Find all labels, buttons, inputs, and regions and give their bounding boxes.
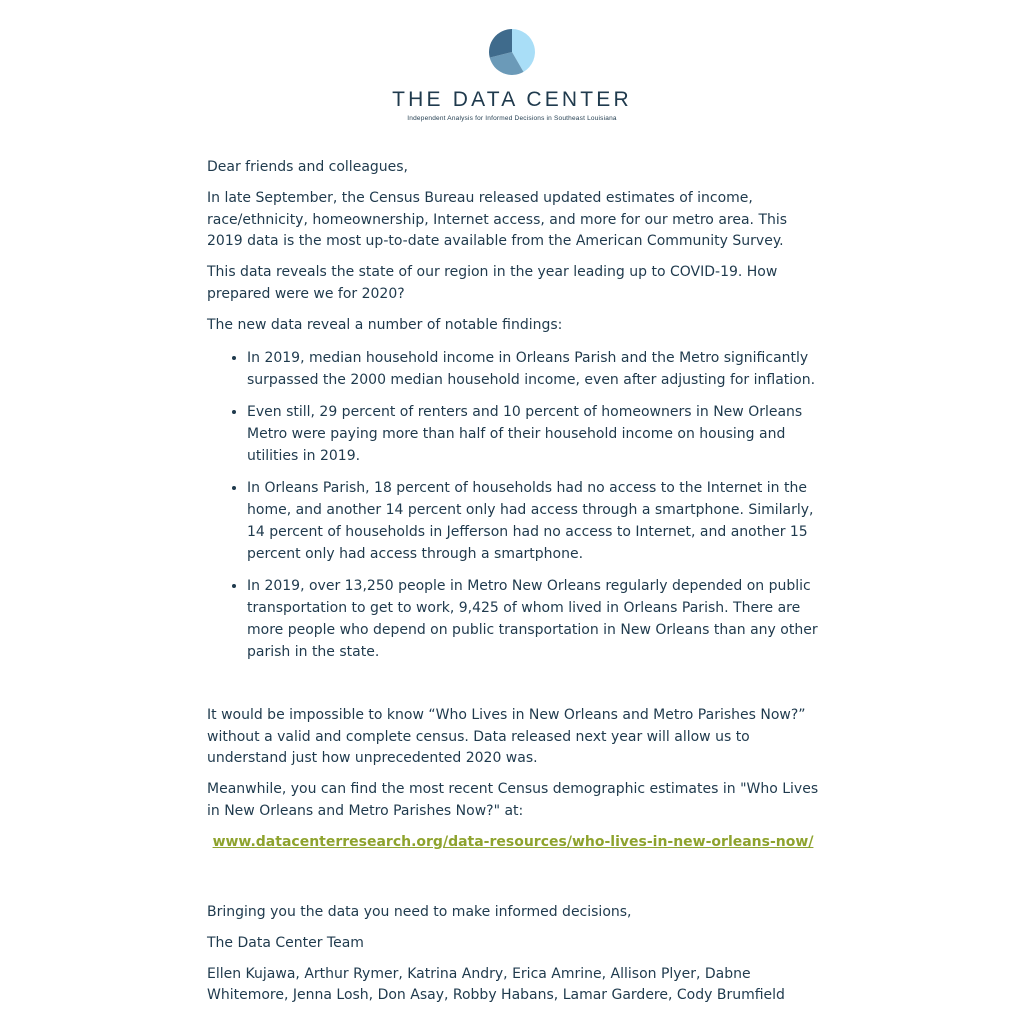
finding-item: • In Orleans Parish, 18 percent of households had no access to the Internet in the home, and another 14 percent only had access through a smartphone. Similarly, 14 percent of households in Jefferson had no access to Internet, and another 15 percent only had access through a smartphone. — [247, 477, 819, 565]
meanwhile-paragraph: Meanwhile, you can find the most recent Census demographic estimates in "Who Lives in New Orleans and Metro Parishes Now?" at: — [207, 781, 819, 819]
org-logo — [0, 28, 1024, 122]
section-spacer — [207, 863, 819, 902]
signature-line: The Data Center Team — [207, 934, 364, 951]
section-spacer — [207, 673, 819, 705]
census-note-paragraph: It would be impossible to know “Who Lives in New Orleans and Metro Parishes Now?” without a valid and complete census. Data released next year will allow us to understand just how unprecedented 2020 was. — [207, 707, 806, 766]
intro-paragraph: In late September, the Census Bureau released updated estimates of income, race/ethnicity, homeownership, Internet access, and more for our metro area. This 2019 data is the most up-to-date available from the American Community Survey. — [207, 190, 788, 249]
context-paragraph: This data reveals the state of our region in the year leading up to COVID-19. How prepared were we for 2020? — [207, 264, 778, 302]
findings-intro: The new data reveal a number of notable findings: — [207, 316, 563, 333]
pie-chart-logo-icon — [488, 28, 536, 76]
closing-line: Bringing you the data you need to make informed decisions, — [207, 903, 632, 920]
letter-body — [207, 157, 819, 1016]
org-tagline: Independent Analysis for Informed Decisions in Southeast Louisiana — [407, 115, 617, 122]
staff-list: Ellen Kujawa, Arthur Rymer, Katrina Andry, Erica Amrine, Allison Plyer, Dabne Whitemore, Jenna Losh, Don Asay, Robby Habans, Lamar Gardere, Cody Brumfield — [207, 965, 785, 1003]
finding-item: • Even still, 29 percent of renters and 10 percent of homeowners in New Orleans Metro were paying more than half of their household income on housing and utilities in 2019. — [247, 401, 819, 467]
findings-list — [207, 347, 819, 663]
greeting: Dear friends and colleagues, — [207, 159, 409, 175]
finding-item: • In 2019, median household income in Orleans Parish and the Metro significantly surpassed the 2000 median household income, even after adjusting for inflation. — [247, 347, 819, 391]
resource-link-block — [207, 832, 819, 854]
org-name: THE DATA CENTER — [392, 88, 632, 111]
finding-item: • In 2019, over 13,250 people in Metro New Orleans regularly depended on public transportation to get to work, 9,425 of whom lived in Orleans Parish. There are more people who depend on public transportation in New Orleans than any other parish in the state. — [247, 575, 819, 663]
resource-link[interactable]: www.datacenterresearch.org/data-resources/who-lives-in-new-orleans-now/ — [212, 833, 814, 850]
